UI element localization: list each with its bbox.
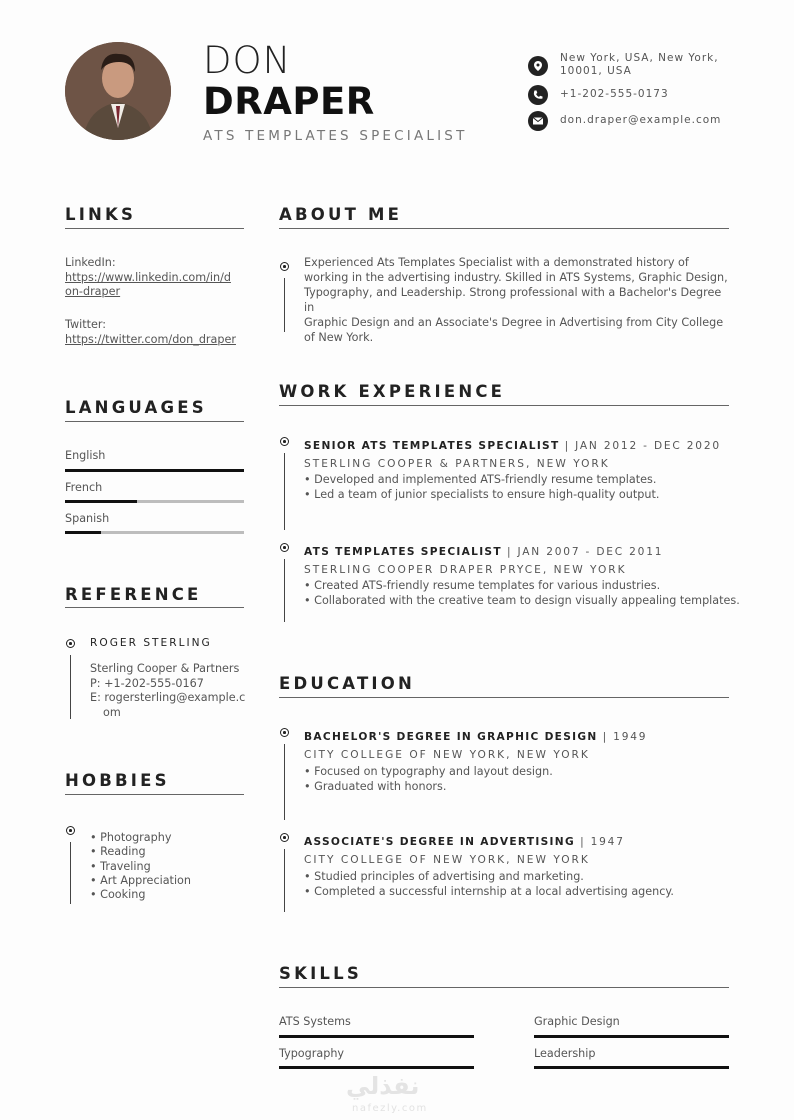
divider [65, 607, 244, 608]
last-name: DRAPER [203, 80, 375, 123]
skill-bar-fill [534, 1066, 729, 1069]
timeline-line [284, 744, 285, 820]
divider [279, 405, 729, 406]
hobbies-list [90, 831, 191, 902]
location-pin-icon [528, 56, 548, 76]
degree-date: | 1949 [602, 731, 648, 743]
list-item: • Traveling [90, 859, 151, 873]
skill-name: Leadership [534, 1047, 596, 1060]
linkedin-link-cont[interactable]: on-draper [65, 285, 121, 299]
degree-title: BACHELOR'S DEGREE IN GRAPHIC DESIGN [304, 731, 598, 743]
company-name: STERLING COOPER DRAPER PRYCE, NEW YORK [304, 564, 627, 576]
list-item: • Led a team of junior specialists to ensure high-quality output. [304, 487, 660, 501]
divider [279, 228, 729, 229]
phone-icon [528, 85, 548, 105]
degree-bullets [304, 765, 553, 794]
reference-title: REFERENCE [65, 585, 202, 604]
languages-title: LANGUAGES [65, 398, 207, 417]
skill-bar [279, 1066, 474, 1069]
degree-header [304, 830, 625, 849]
reference-details [90, 662, 245, 720]
experience-title: WORK EXPERIENCE [279, 382, 506, 401]
linkedin-label: LinkedIn: [65, 256, 116, 269]
list-item: • Reading [90, 845, 146, 859]
job-header [304, 434, 721, 453]
twitter-link[interactable]: https://twitter.com/don_draper [65, 332, 236, 346]
timeline-dot [66, 826, 75, 835]
list-item: • Art Appreciation [90, 873, 191, 887]
about-text [304, 256, 734, 345]
degree-date: | 1947 [580, 836, 625, 848]
linkedin-block [65, 256, 231, 300]
list-item: • Photography [90, 831, 172, 844]
about-line: Graphic Design and an Associate's Degree in Advertising from City College [304, 315, 724, 329]
skill-name: ATS Systems [279, 1015, 351, 1028]
twitter-label: Twitter: [65, 318, 107, 331]
degree-title: ASSOCIATE'S DEGREE IN ADVERTISING [304, 836, 575, 848]
divider [279, 987, 729, 988]
job-title: SENIOR ATS TEMPLATES SPECIALIST [304, 440, 560, 452]
timeline-line [284, 453, 285, 530]
links-title: LINKS [65, 205, 137, 224]
job-bullets [304, 473, 659, 502]
degree-header [304, 725, 647, 744]
divider [279, 697, 729, 698]
watermark-logo: نفذلي [346, 1072, 420, 1100]
education-title: EDUCATION [279, 674, 415, 693]
reference-company: Sterling Cooper & Partners [90, 662, 240, 675]
email-address: don.draper@example.com [560, 114, 722, 126]
reference-name: ROGER STERLING [90, 637, 212, 649]
divider [65, 421, 244, 422]
reference-phone: P: +1-202-555-0167 [90, 676, 204, 690]
about-line: of New York. [304, 330, 374, 344]
degree-bullets [304, 870, 674, 899]
profile-photo [65, 42, 171, 140]
list-item: • Studied principles of advertising and marketing. [304, 870, 584, 883]
skill-name: Typography [279, 1047, 345, 1060]
language-bar [65, 500, 244, 503]
reference-email: E: rogersterling@example.c [90, 691, 246, 705]
list-item: • Created ATS-friendly resume templates for various industries. [304, 579, 661, 592]
skills-title: SKILLS [279, 964, 362, 983]
timeline-dot [280, 543, 289, 552]
list-item: • Collaborated with the creative team to design visually appealing templates. [304, 593, 740, 607]
timeline-line [284, 278, 285, 332]
timeline-dot [280, 728, 289, 737]
list-item: • Focused on typography and layout design. [304, 765, 553, 778]
reference-email-cont: om [103, 705, 121, 719]
language-name: English [65, 449, 106, 462]
skill-bar-fill [279, 1066, 474, 1069]
company-name: STERLING COOPER & PARTNERS, NEW YORK [304, 458, 610, 470]
language-bar [65, 469, 244, 472]
about-title: ABOUT ME [279, 205, 403, 224]
about-line: Experienced Ats Templates Specialist with a demonstrated history of [304, 256, 689, 269]
language-bar [65, 531, 244, 534]
list-item: • Developed and implemented ATS-friendly resume templates. [304, 473, 657, 486]
job-header [304, 540, 663, 559]
timeline-line [284, 849, 285, 912]
job-title: ATS TEMPLATES SPECIALIST [304, 546, 502, 558]
skill-bar [279, 1035, 474, 1038]
first-name: DON [203, 39, 292, 82]
divider [65, 228, 244, 229]
about-line: Typography, and Leadership. Strong professional with a Bachelor's Degree in [304, 285, 722, 314]
address-line1: New York, USA, New York, [560, 52, 719, 64]
address [560, 52, 719, 77]
about-line: working in the advertising industry. Skilled in ATS Systems, Graphic Design, [304, 270, 728, 284]
mail-icon [528, 111, 548, 131]
watermark-url: nafezly.com [352, 1103, 428, 1114]
timeline-dot [280, 437, 289, 446]
divider [65, 794, 244, 795]
job-date: | JAN 2007 - DEC 2011 [506, 546, 664, 558]
language-bar-fill [65, 531, 101, 534]
skill-name: Graphic Design [534, 1015, 620, 1028]
timeline-line [70, 655, 71, 719]
job-role: ATS TEMPLATES SPECIALIST [203, 128, 468, 144]
language-bar-fill [65, 500, 137, 503]
job-bullets [304, 579, 740, 608]
linkedin-link[interactable]: https://www.linkedin.com/in/d [65, 270, 231, 284]
phone-number: +1-202-555-0173 [560, 88, 669, 100]
list-item: • Graduated with honors. [304, 779, 447, 793]
school-name: CITY COLLEGE OF NEW YORK, NEW YORK [304, 749, 590, 761]
timeline-line [70, 842, 71, 904]
timeline-line [284, 559, 285, 622]
language-bar-fill [65, 469, 244, 472]
twitter-block [65, 318, 236, 347]
skill-bar-fill [534, 1035, 729, 1038]
skill-bar [534, 1066, 729, 1069]
timeline-dot [280, 262, 289, 271]
address-line2: 10001, USA [560, 64, 632, 77]
language-name: Spanish [65, 512, 110, 525]
skill-bar [534, 1035, 729, 1038]
skill-bar-fill [279, 1035, 474, 1038]
list-item: • Completed a successful internship at a local advertising agency. [304, 884, 674, 898]
timeline-dot [280, 833, 289, 842]
hobbies-title: HOBBIES [65, 771, 170, 790]
timeline-dot [66, 639, 75, 648]
language-name: French [65, 481, 103, 494]
job-date: | JAN 2012 - DEC 2020 [564, 440, 721, 452]
list-item: • Cooking [90, 888, 146, 902]
school-name: CITY COLLEGE OF NEW YORK, NEW YORK [304, 854, 590, 866]
